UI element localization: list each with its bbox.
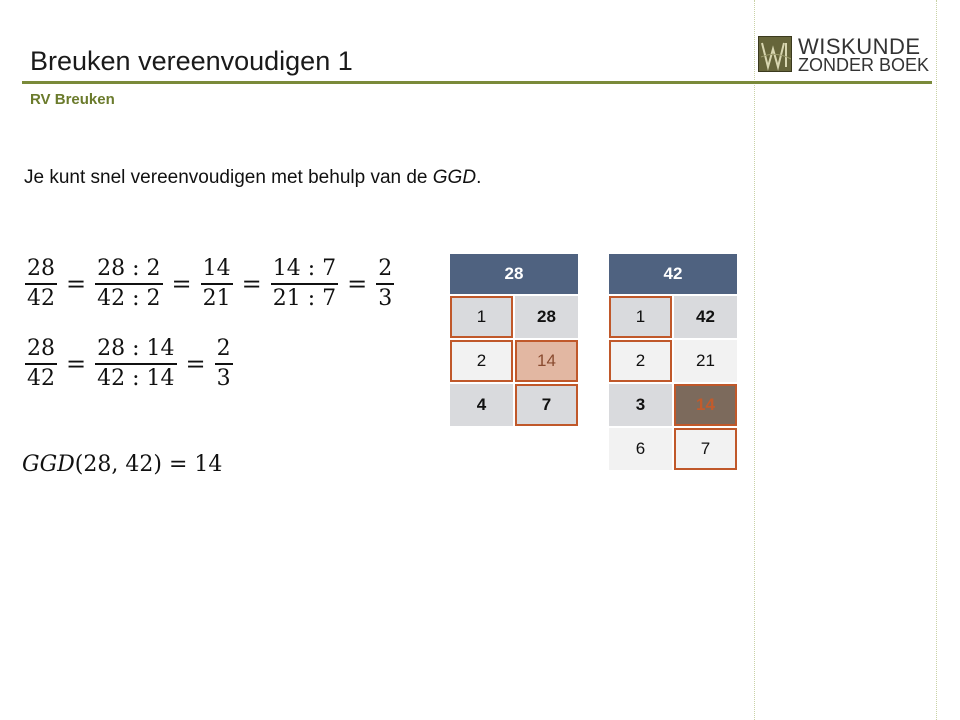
intro-sentence [24,167,481,189]
ggd-args: (28, 42) [74,452,162,477]
table-row [450,296,578,338]
fraction-denominator: 21 : 7 [272,286,337,311]
equals-sign: = [66,350,87,378]
equals-sign: = [347,270,368,298]
equals-sign: = [66,270,87,298]
fraction-denominator: 42 : 14 [97,366,175,391]
fraction-numerator: 2 [216,336,231,361]
fraction-numerator: 28 : 14 [97,336,175,361]
table-row [450,384,578,426]
logo-text-primary: WISKUNDE [798,34,921,59]
equals-sign: = [171,270,192,298]
fraction-numerator: 28 : 2 [97,256,161,281]
fraction-numerator: 2 [378,256,393,281]
ggd-result: = 14 [168,452,223,477]
divisor-cell: 42 [674,296,737,338]
equation-row-1 [22,255,397,313]
intro-emphasis: GGD [432,167,477,188]
equals-sign: = [185,350,206,378]
divisor-table-header: 28 [450,254,578,294]
intro-text: Je kunt snel vereenvoudigen met behulp van de [24,167,433,188]
fraction [95,255,162,313]
table-row [609,428,737,470]
divisor-cell: 4 [450,384,513,426]
page-subtitle: RV Breuken [30,91,115,108]
logo-mark-icon [758,36,792,72]
equals-sign: = [241,270,262,298]
divisor-table-28 [450,254,578,426]
fraction-denominator: 42 : 2 [97,286,161,311]
table-row [609,384,737,426]
divisor-cell: 2 [609,340,672,382]
fraction [25,335,57,393]
fraction [271,255,338,313]
fraction-denominator: 3 [378,286,393,311]
ggd-equation [22,452,222,477]
equation-row-2 [22,335,236,393]
table-row [609,296,737,338]
fraction [95,335,176,393]
fraction-numerator: 28 [27,256,55,281]
fraction-denominator: 21 [202,286,231,311]
divisor-cell: 3 [609,384,672,426]
fraction-numerator: 28 [27,336,55,361]
divisor-cell: 14 [515,340,578,382]
margin-guide-line [936,0,937,720]
fraction-numerator: 14 [202,256,231,281]
fraction [201,255,233,313]
divisor-cell: 7 [515,384,578,426]
fraction [376,255,394,313]
fraction [215,335,233,393]
logo-text-secondary: ZONDER BOEK [798,55,930,75]
table-row [609,340,737,382]
fraction-numerator: 14 : 7 [272,256,337,281]
divisor-table-header: 42 [609,254,737,294]
ggd-name: GGD [22,452,75,477]
margin-guide-line [754,0,755,720]
intro-end: . [476,167,482,188]
table-row [450,340,578,382]
divisor-cell: 1 [450,296,513,338]
fraction-denominator: 3 [216,366,231,391]
divisor-cell: 1 [609,296,672,338]
divisor-table-42 [609,254,737,470]
fraction [25,255,57,313]
fraction-denominator: 42 [27,366,55,391]
divisor-cell: 28 [515,296,578,338]
divisor-cell: 7 [674,428,737,470]
title-divider [22,81,932,84]
divisor-cell: 14 [674,384,737,426]
page-title: Breuken vereenvoudigen 1 [30,46,353,76]
brand-logo [758,34,930,75]
fraction-denominator: 42 [27,286,55,311]
divisor-cell: 2 [450,340,513,382]
divisor-cell: 6 [609,428,672,470]
divisor-cell: 21 [674,340,737,382]
